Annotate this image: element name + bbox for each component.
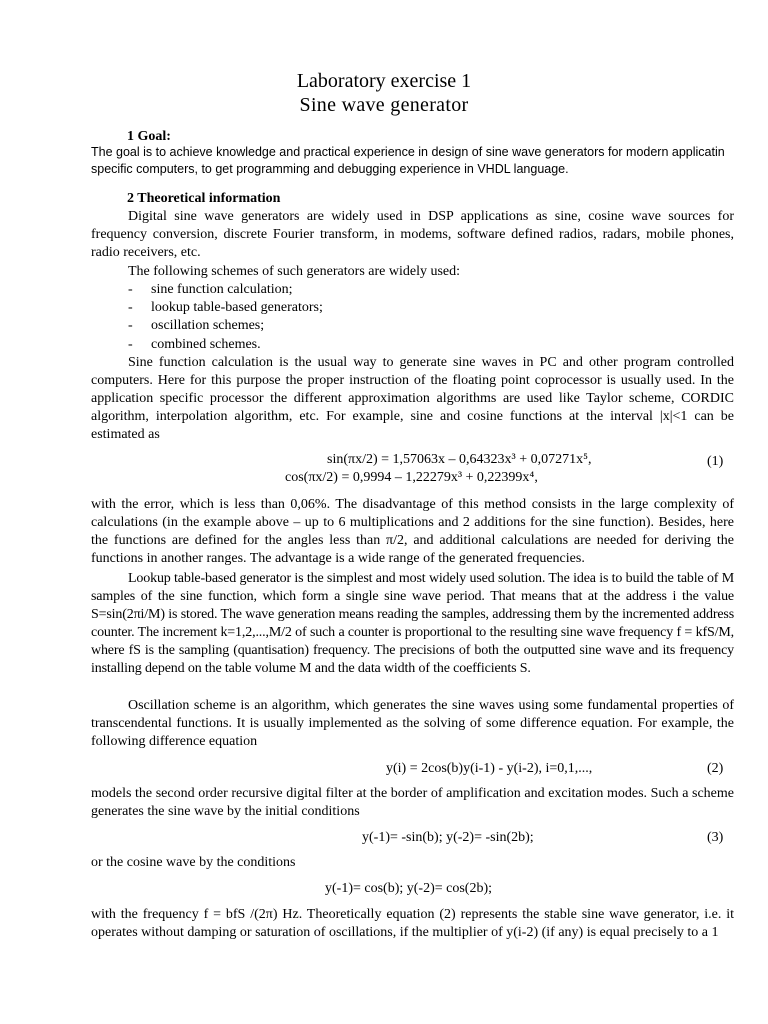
list-item: - sine function calculation; [128,282,293,297]
equation-2: y(i) = 2cos(b)y(i-1) - y(i-2), i=0,1,..., [386,761,593,776]
schemes-list [128,281,323,354]
paragraph-frequency: with the frequency f = bfS /(2π) Hz. Theoretically equation (2) represents the stable sine wave generator, i.e. it operates without damping or saturation of oscillations, if the multiplier of y(i-2) (if any) is equal precisely to a 1 [91,907,734,941]
equation-1-sin: sin(πx/2) = 1,57063x – 0,64323x³ + 0,07271x⁵, [327,452,592,467]
equation-3-number: (3) [707,830,724,845]
equation-3: y(-1)= -sin(b); y(-2)= -sin(2b); [362,830,534,845]
equation-1-cos: cos(πx/2) = 0,9994 – 1,22279x³ + 0,22399x⁴, [285,470,538,485]
paragraph-oscillation: Oscillation scheme is an algorithm, which generates the sine waves using some fundamental properties of transcendental functions. It is usually implemented as the solving of some difference equation. For example, the following difference equation [91,698,734,750]
paragraph-sine-calculation: Sine function calculation is the usual way to generate sine waves in PC and other program controlled computers. Here for this purpose the proper instruction of the floating point coprocessor is usually used. In the application specific processor the different approximation algorithms are used like Taylor scheme, CORDIC algorithm, interpolation algorithm, etc. For example, sine and cosine functions at the interval |x|<1 can be estimated as [91,355,734,443]
list-item: - combined schemes. [128,336,261,352]
paragraph-lookup-table: Lookup table-based generator is the simplest and most widely used solution. The idea is to build the table of M samples of the sine function, which form a single sine wave period. That means that at the address i the value S=sin(2πi/M) is stored. The wave generation means reading the samples, addressing them by the incremented address counter. The increment k=1,2,...,M/2 of such a counter is proportional to the resulting sine wave frequency f = kfS/M, where fS is the sampling (quantisation) frequency. The precisions of both the outputted sine wave and its frequency installing depend on the table volume M and the data width of the coefficients S. [91,571,734,677]
list-item: - lookup table-based generators; [128,300,323,316]
paragraph-schemes-lead: The following schemes of such generators are widely used: [128,264,461,279]
equation-2-number: (2) [707,761,724,776]
equation-1-number: (1) [707,454,724,469]
goal-heading: 1 Goal: [127,129,171,144]
theory-heading: 2 Theoretical information [127,191,281,206]
equation-4: y(-1)= cos(b); y(-2)= cos(2b); [325,881,493,896]
paragraph-error: with the error, which is less than 0,06%. The disadvantage of this method consists in the large complexity of calculations (in the example above – up to 6 multiplications and 2 additions for the sine function). Besides, here the functions are defined for the angles less than π/2, and additional calculations are needed for deriving the functions in another ranges. The advantage is a wide range of the generated frequencies. [91,497,734,567]
paragraph-intro: Digital sine wave generators are widely used in DSP applications as sine, cosine wave sources for frequency conversion, discrete Fourier transform, in modems, software defined radios, radars, mobile phones, radio receivers, etc. [91,209,734,261]
list-item: - oscillation schemes; [128,318,265,334]
goal-text: The goal is to achieve knowledge and practical experience in design of sine wave generators for modern applicatin specific computers, to get programming and debugging experience in VHDL language. [91,145,725,176]
paragraph-cosine-conditions: or the cosine wave by the conditions [91,855,296,870]
document-subtitle: Sine wave generator [299,94,469,116]
document-title: Laboratory exercise 1 [296,70,472,92]
paragraph-recursive-filter: models the second order recursive digital filter at the border of amplification and excitation modes. Such a scheme generates the sine wave by the initial conditions [91,786,734,820]
